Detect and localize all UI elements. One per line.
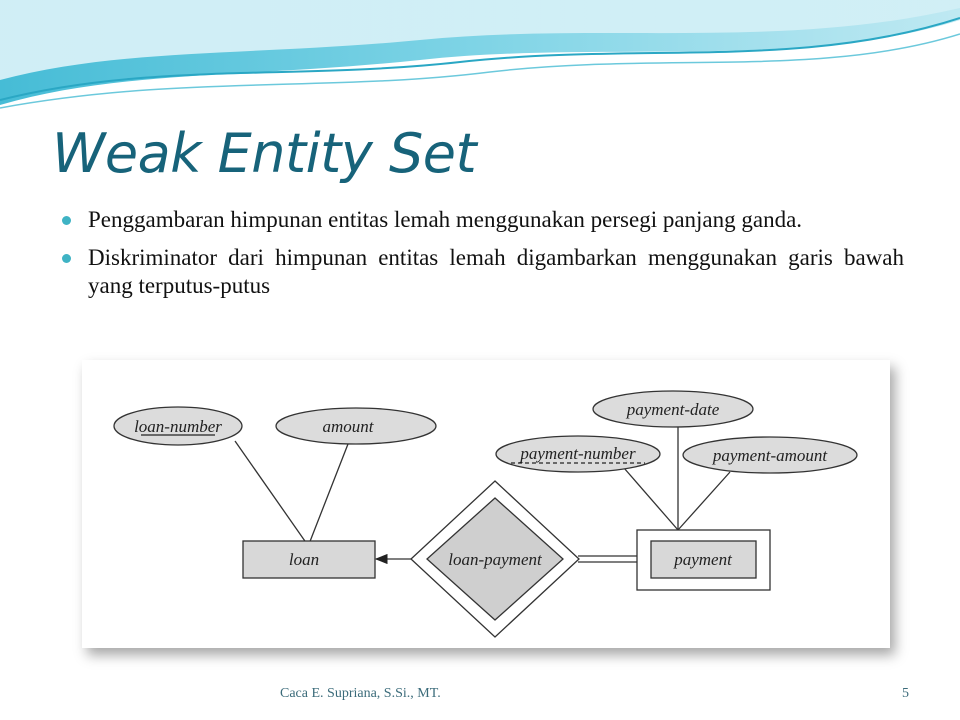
svg-text:payment: payment	[674, 550, 732, 569]
bullet-dot-icon	[62, 254, 71, 263]
header-wave-decoration	[0, 0, 960, 120]
attribute-payment-number	[496, 436, 660, 472]
svg-text:loan: loan	[288, 550, 320, 569]
svg-text:payment-date: payment-date	[626, 400, 720, 419]
svg-text:amount: amount	[322, 417, 374, 436]
svg-text:payment-amount: payment-amount	[712, 446, 828, 465]
bullet-item	[62, 206, 904, 234]
bullet-dot-icon	[62, 216, 71, 225]
attribute-payment-date	[593, 391, 753, 427]
bullet-list	[62, 206, 904, 310]
bullet-item	[62, 244, 904, 300]
attribute-payment-amount	[683, 437, 857, 473]
footer-page-number: 5	[902, 686, 909, 701]
bullet-text: Penggambaran himpunan entitas lemah menggunakan persegi panjang ganda.	[88, 207, 803, 232]
entity-loan	[243, 541, 375, 578]
entity-payment	[637, 530, 770, 590]
slide-title: Weak Entity Set	[52, 122, 477, 185]
svg-text:loan-number: loan-number	[134, 417, 222, 436]
svg-text:payment-number: payment-number	[520, 444, 636, 463]
attribute-loan-number	[114, 407, 242, 445]
attribute-amount	[276, 408, 436, 444]
footer-author: Caca E. Supriana, S.Si., MT.	[280, 686, 441, 701]
bullet-text: Diskriminator dari himpunan entitas lemah digambarkan menggunakan garis bawah yang terputus-putus	[88, 245, 904, 298]
er-diagram-figure	[82, 360, 890, 648]
er-diagram	[82, 360, 890, 648]
relationship-loan-payment	[411, 481, 579, 637]
svg-text:loan-payment: loan-payment	[448, 550, 542, 569]
